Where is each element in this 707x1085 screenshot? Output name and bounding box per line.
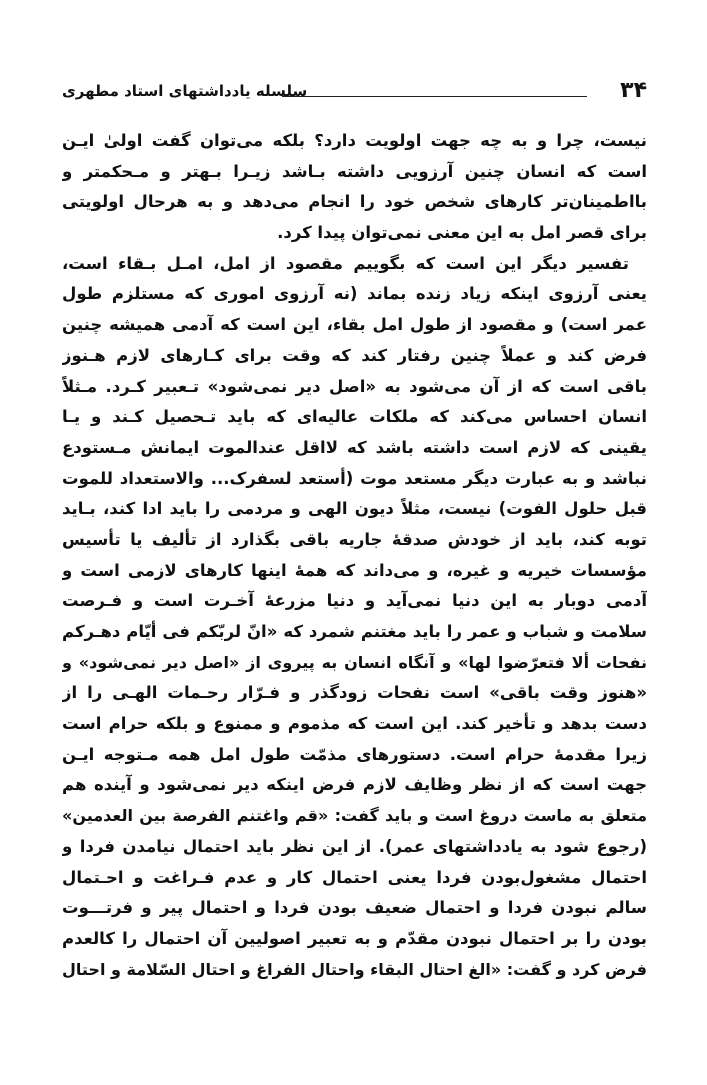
body-text — [62, 126, 647, 985]
text-line: «هنوز وقت باقی» است نفحات زودگذر و فـرّار رحـمات الهـی را از — [62, 683, 647, 703]
text-line: بودن را بر احتمال نبودن مقدّم و به تعبیر اصولیین آن احتمال را کالعدم — [62, 928, 647, 948]
text-line: نیست، چرا و به چه جهت اولویت دارد؟ بلکه می‌توان گفت اولیٰ ایـن — [62, 131, 647, 150]
text-line: بااطمینان‌تر کارهای شخص خود را انجام می‌دهد و به هرحال اولویتی — [62, 192, 647, 212]
text-line: باقی است که از آن می‌شود به «اصل دیر نمی‌شود» تـعبیر کـرد. مـثلاً — [62, 376, 647, 396]
text-line: متعلق به ماست دروغ است و باید گفت: «قم واغتنم الفرصة بین العدمین» — [62, 806, 647, 826]
text-line: انسان احساس می‌کند که ملکات عالیه‌ای که باید تـحصیل کـند و یـا — [62, 407, 647, 427]
text-line: سالم نبودن فردا و احتمال ضعیف بودن فردا و احتمال پیر و فرتـــوت — [62, 898, 647, 918]
text-line: فرض کرد و گفت: «الغ احتال البقاء واحتال الفراغ و احتال السّلامة و احتال — [62, 959, 647, 979]
header-rule — [282, 96, 587, 97]
page-number: ۳۴ — [620, 78, 647, 103]
text-line: قبل حلول الفوت) نیست، مثلاً دیون الهی و مردمی را باید ادا کند، بـاید — [62, 499, 647, 519]
text-line: زیرا مقدمهٔ حرام است. دستورهای مذمّت طول امل همه مـتوجه ایـن — [62, 744, 647, 764]
text-line: یعنی آرزوی اینکه زیاد زنده بماند (نه آرزوی اموری که مستلزم طول — [62, 284, 647, 304]
page-header — [62, 76, 647, 116]
running-title: سلسله یادداشتهای استاد مطهری — [62, 82, 308, 100]
text-line: مؤسسات خیریه و غیره، و می‌داند که همهٔ اینها کارهای لازمی است و — [62, 560, 647, 580]
text-line: (رجوع شود به یادداشتهای عمر). از این نظر باید احتمال نیامدن فردا و — [62, 836, 647, 856]
text-line: برای قصر امل به این معنی نمی‌توان پیدا کرد. — [277, 223, 647, 243]
text-line: آدمی دوبار به این دنیا نمی‌آید و دنیا مزرعهٔ آخـرت است و فـرصت — [62, 591, 647, 611]
text-line: است که انسان چنین آرزویی داشته بـاشد زیـرا بـهتر و مـحکمتر و — [62, 161, 647, 181]
text-line: جهت است که از نظر وظایف لازم فرض اینکه دیر نمی‌شود و آینده هم — [62, 775, 647, 795]
text-line: یقینی که لازم است داشته باشد که لااقل عندالموت ایمانش مـستودع — [62, 437, 647, 457]
text-line: فرض کند و عملاً چنین رفتار کند که وقت برای کـارهای لازم هـنوز — [62, 345, 647, 365]
text-line: نباشد و به عبارت دیگر مستعد موت (أستعد لسفرک... والاستعداد للموت — [62, 468, 647, 488]
text-line: عمر است) و مقصود از طول امل بقاء، این است که آدمی همیشه چنین — [62, 315, 647, 335]
text-line: تفسیر دیگر این است که بگوییم مقصود از امل، امـل بـقاء است، — [62, 253, 629, 273]
text-line: احتمال مشغول‌بودن فردا یعنی احتمال کار و عدم فـراغت و احـتمال — [62, 867, 647, 887]
text-line: دست بدهد و تأخیر کند. این است که مذموم و ممنوع و بلکه حرام است — [62, 714, 647, 734]
text-line: نفحات ألا فتعرّضوا لها» و آنگاه انسان به پیروی از «اصل دیر نمی‌شود» و — [62, 652, 647, 672]
text-line: توبه کند، باید از خودش صدقهٔ جاریه باقی بگذارد از تألیف یا تأسیس — [62, 529, 647, 549]
text-line: سلامت و شباب و عمر را باید مغتنم شمرد که «انّ لربّکم فی أیّام دهـرکم — [62, 622, 647, 641]
